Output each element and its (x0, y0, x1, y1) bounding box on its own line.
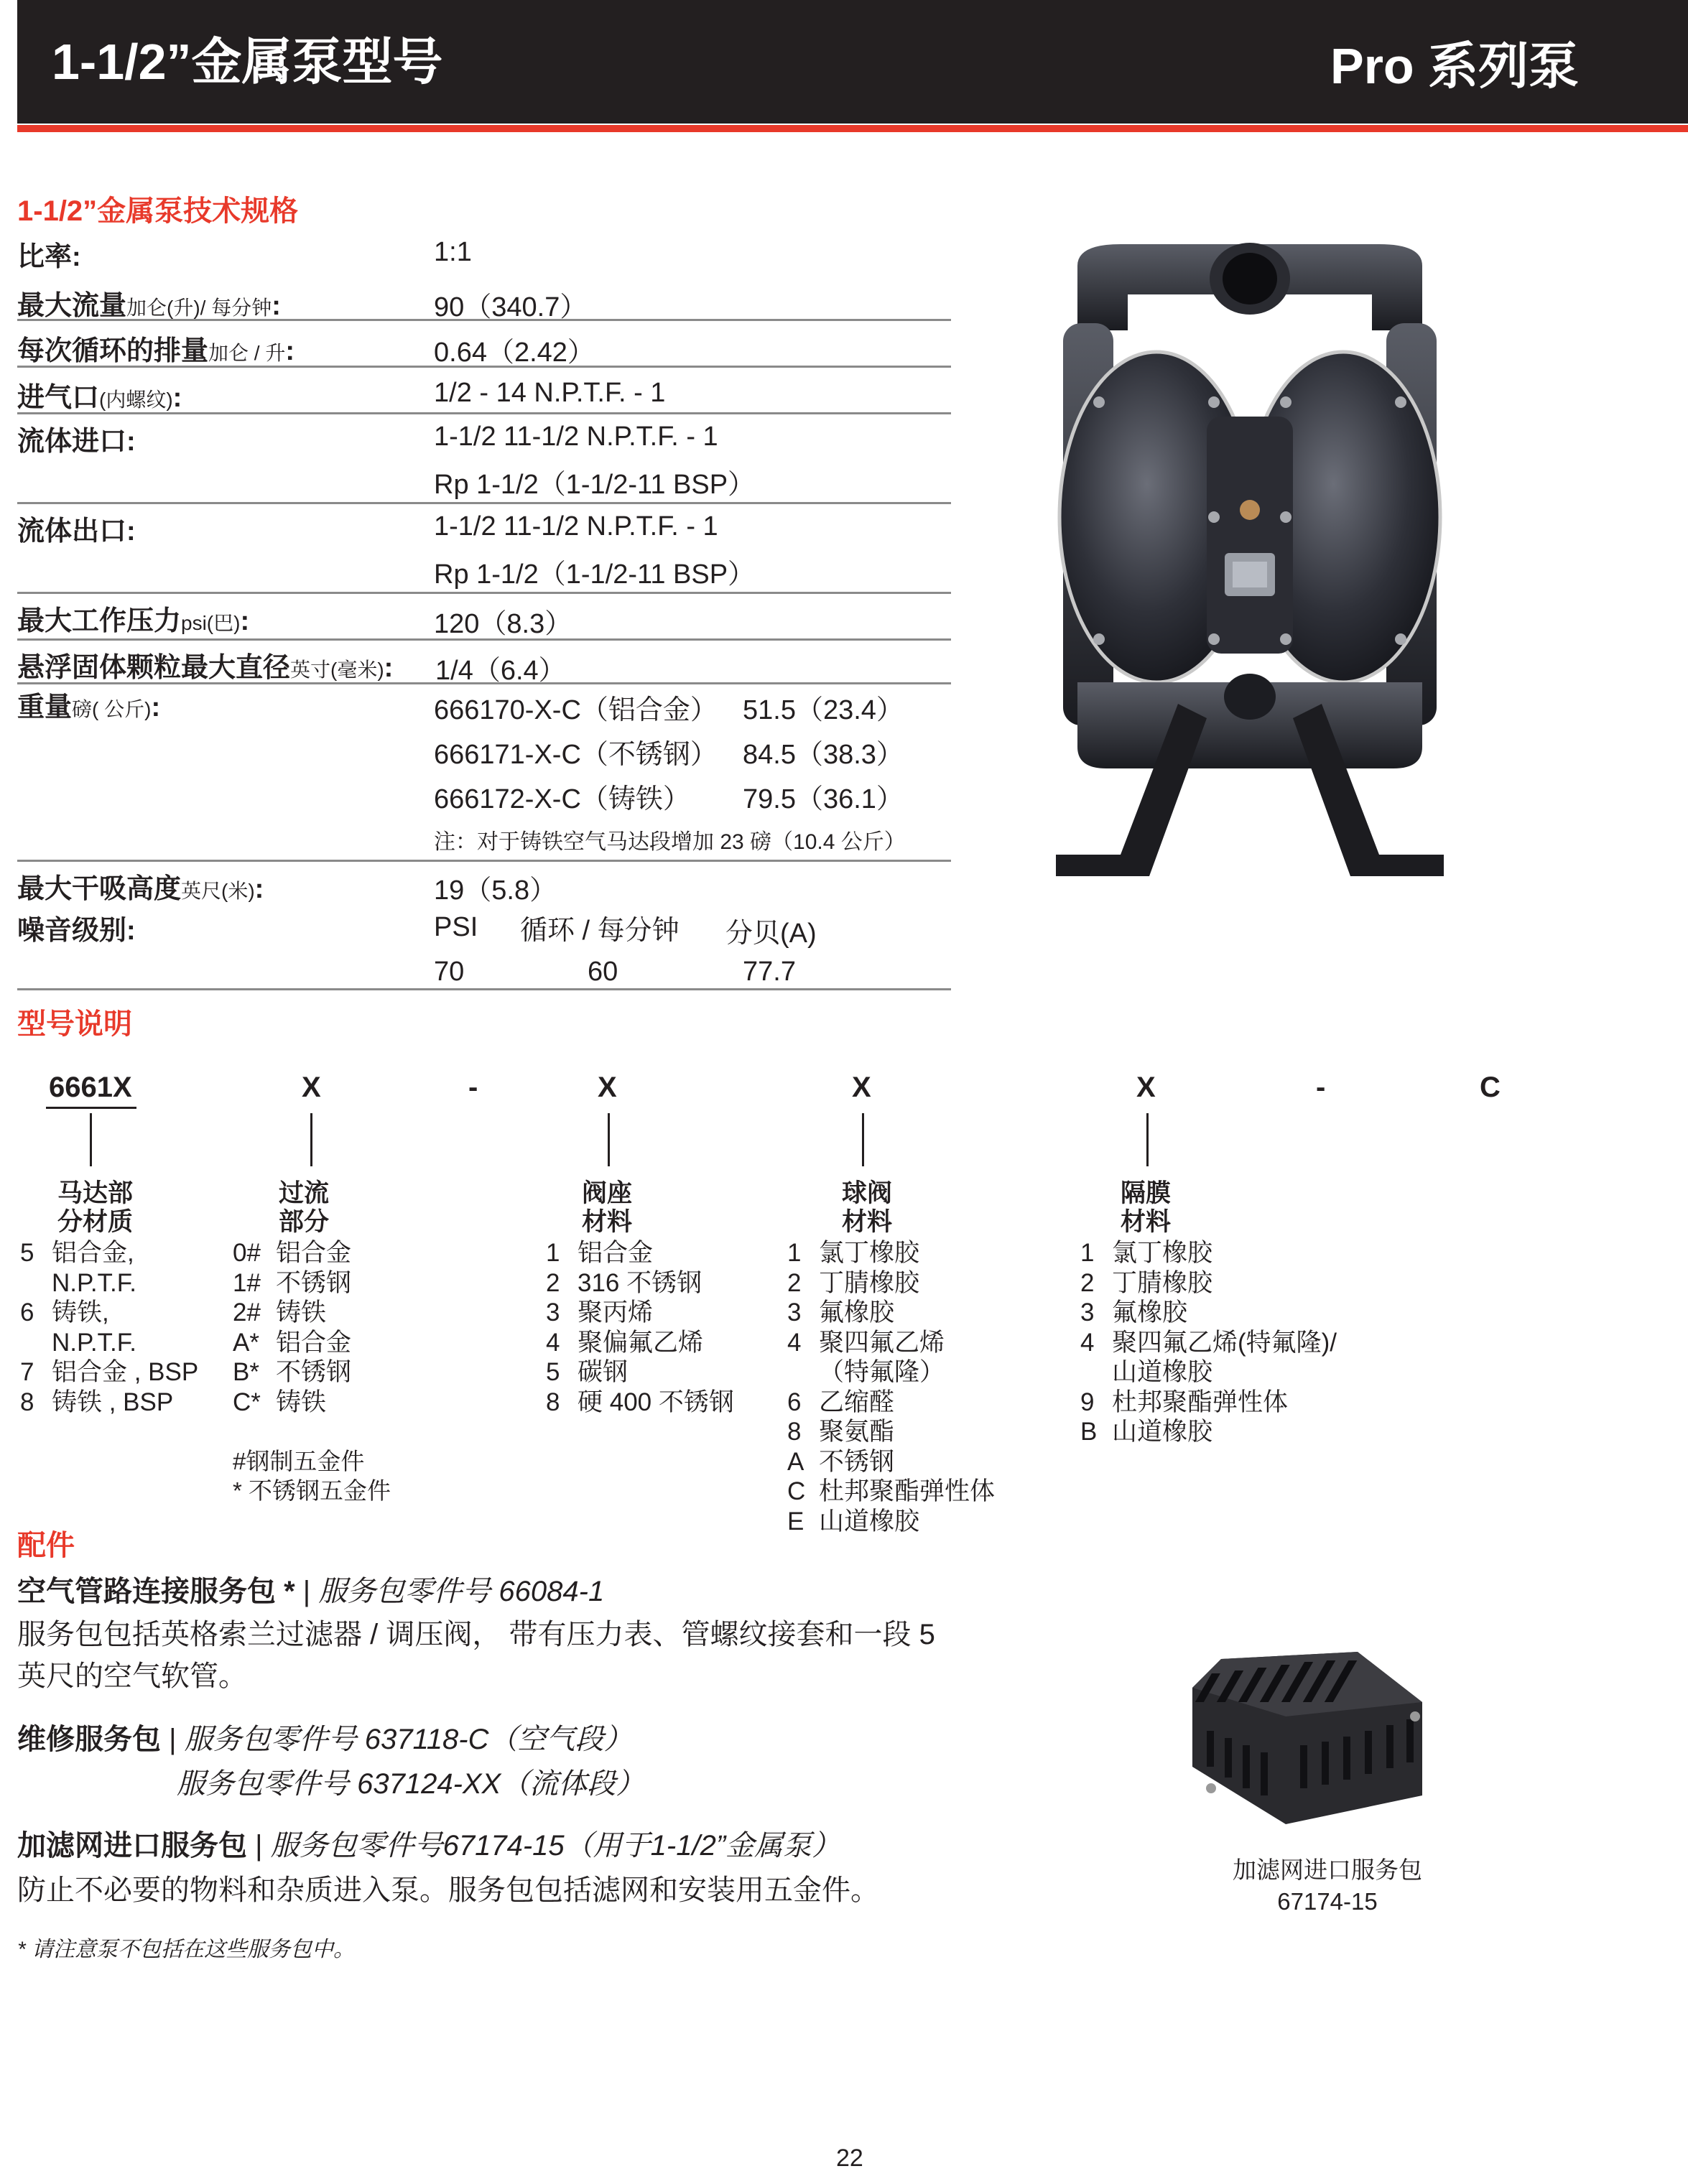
spec-value: 0.64（2.42） (434, 338, 595, 368)
spec-label: 悬浮固体颗粒最大直径 (17, 653, 291, 683)
weight-model: 666172-X-C（铸铁） (434, 784, 690, 814)
spec-label: 流体进口 (17, 427, 127, 457)
code-connector (90, 1113, 92, 1166)
list-item: 8 聚氨酯 (787, 1418, 895, 1446)
motor-group-title: 马达部 分材质 (57, 1179, 134, 1236)
list-item: 2# 铸铁 (233, 1298, 327, 1326)
list-item: 1 氯丁橡胶 (787, 1239, 920, 1267)
spec-value: 19（5.8） (434, 875, 557, 906)
weight-value: 79.5（36.1） (743, 784, 904, 814)
spec-value: 90（340.7） (434, 292, 588, 322)
motor-options (20, 1238, 198, 1417)
noise-header-cpm: 循环 / 每分钟 (520, 916, 680, 946)
flow-footnote-steel: #钢制五金件 (233, 1448, 365, 1474)
noise-value-db: 77.7 (743, 957, 796, 987)
list-item: 8 铸铁 , BSP (20, 1388, 174, 1416)
list-item: 4 聚四氟乙烯 (787, 1328, 945, 1357)
spec-label: 最大流量 (17, 291, 127, 321)
spec-row-ratio: 比率: 1:1 (17, 237, 472, 272)
code-connector (608, 1113, 610, 1166)
list-item: 8 硬 400 不锈钢 (546, 1388, 734, 1416)
model-heading: 型号说明 (17, 1008, 132, 1040)
diaphragm-options (1080, 1238, 1337, 1447)
page-title: 1-1/2”金属泵型号 (52, 34, 443, 90)
list-item: A 不锈钢 (787, 1447, 895, 1476)
flow-group-title: 过流 部分 (279, 1179, 330, 1236)
code-dash-2: - (1316, 1072, 1326, 1103)
code-connector (1146, 1113, 1149, 1166)
seat-group-title: 阀座 材料 (582, 1179, 633, 1236)
series-title: Pro 系列泵 (1330, 38, 1580, 94)
spec-label: 进气口 (17, 383, 100, 413)
spec-value: 1/4（6.4） (435, 656, 566, 686)
list-item: 9 杜邦聚酯弹性体 (1080, 1388, 1289, 1416)
list-item: B 山道橡胶 (1080, 1418, 1213, 1446)
list-item: 2 316 不锈钢 (546, 1268, 702, 1297)
list-item: N.P.T.F. (52, 1268, 137, 1297)
pump-image (1034, 237, 1465, 898)
list-item: 1# 不锈钢 (233, 1268, 352, 1297)
weight-note: 注：对于铸铁空气马达段增加 23 磅（10.4 公斤） (434, 830, 906, 854)
strainer-caption: 加滤网进口服务包 67174-15 (1233, 1857, 1422, 1915)
code-seat: X (598, 1072, 617, 1103)
list-item: 4 聚偏氟乙烯 (546, 1328, 704, 1357)
flow-options (233, 1238, 351, 1417)
list-item: 3 氟橡胶 (1080, 1298, 1188, 1326)
list-item: B* 不锈钢 (233, 1358, 352, 1386)
spec-row-noise: 噪音级别: PSI 循环 / 每分钟 分贝(A) 70 60 77.7 (17, 905, 951, 990)
specs-heading: 1-1/2”金属泵技术规格 (17, 195, 299, 227)
code-motor: 6661X (49, 1072, 132, 1103)
weight-value: 84.5（38.3） (743, 740, 904, 770)
list-item: 1 氯丁橡胶 (1080, 1239, 1213, 1267)
list-item: 6 乙缩醛 (787, 1388, 895, 1416)
spec-row-dry-lift: 最大干吸高度英尺(米): 19（5.8） (17, 862, 951, 903)
list-item: A* 铝合金 (233, 1328, 352, 1357)
spec-value: 1/2 - 14 N.P.T.F. - 1 (434, 378, 666, 408)
weight-value: 51.5（23.4） (743, 695, 904, 725)
code-connector (310, 1113, 312, 1166)
spec-label: 重量 (17, 692, 73, 722)
diaphragm-group-title: 隔膜 材料 (1121, 1179, 1172, 1236)
spec-label: 每次循环的排量 (17, 336, 209, 366)
air-kit-desc: 服务包包括英格索兰过滤器 / 调压阀， 带有压力表、管螺纹接套和一段 5 (17, 1619, 935, 1650)
spec-row-air-inlet: 进气口(内螺纹): 1/2 - 14 N.P.T.F. - 1 (17, 368, 951, 414)
spec-value: 1-1/2 11-1/2 N.P.T.F. - 1 (434, 422, 718, 452)
list-item: 5 铝合金, (20, 1239, 134, 1267)
spec-value: Rp 1-1/2（1-1/2-11 BSP） (434, 470, 756, 500)
list-item: （特氟隆） (819, 1358, 945, 1386)
accessories-heading: 配件 (17, 1530, 75, 1561)
spec-value: 1:1 (434, 237, 472, 267)
spec-label: 噪音级别 (17, 916, 127, 946)
spec-value: 120（8.3） (434, 609, 572, 639)
noise-header-psi: PSI (434, 912, 478, 942)
list-item: 5 碳钢 (546, 1358, 629, 1386)
noise-value-psi: 70 (434, 957, 465, 987)
weight-model: 666170-X-C（铝合金） (434, 695, 718, 725)
spec-label: 最大工作压力 (17, 606, 182, 636)
strainer-kit-desc: 防止不必要的物料和杂质进入泵。服务包包括滤网和安装用五金件。 (17, 1874, 879, 1906)
ball-group-title: 球阀 材料 (842, 1179, 893, 1236)
spec-row-displacement: 每次循环的排量加仑 / 升: 0.64（2.42） (17, 321, 951, 368)
code-underline (46, 1107, 136, 1109)
accessories-footnote: * 请注意泵不包括在这些服务包中。 (17, 1938, 356, 1961)
list-item: 4 聚四氟乙烯(特氟隆)/ (1080, 1328, 1337, 1357)
list-item: 3 氟橡胶 (787, 1298, 895, 1326)
list-item: C* 铸铁 (233, 1388, 327, 1416)
spec-label: 最大干吸高度 (17, 874, 182, 904)
spec-row-flow: 最大流量加仑(升)/ 每分钟: 90（340.7） (17, 276, 951, 321)
repair-kit-title: 维修服务包 | 服务包零件号 637118-C（空气段） (17, 1724, 633, 1755)
code-diaphragm: X (1136, 1072, 1156, 1103)
page-number: 22 (836, 2144, 863, 2172)
air-kit-title: 空气管路连接服务包 * | 服务包零件号 66084-1 (17, 1576, 605, 1607)
list-item: 3 聚丙烯 (546, 1298, 654, 1326)
spec-row-solids: 悬浮固体颗粒最大直径英寸(毫米): 1/4（6.4） (17, 641, 951, 684)
weight-model: 666171-X-C（不锈钢） (434, 740, 718, 770)
strainer-kit-title: 加滤网进口服务包 | 服务包零件号67174-15（用于1-1/2”金属泵） (17, 1830, 841, 1862)
air-kit-desc-2: 英尺的空气软管。 (17, 1660, 247, 1692)
list-item: 2 丁腈橡胶 (787, 1268, 920, 1297)
list-item: 1 铝合金 (546, 1239, 654, 1267)
spec-value: 1-1/2 11-1/2 N.P.T.F. - 1 (434, 511, 718, 542)
strainer-image (1178, 1645, 1444, 1846)
list-item: E 山道橡胶 (787, 1507, 920, 1535)
code-flow: X (302, 1072, 321, 1103)
list-item: 山道橡胶 (1112, 1358, 1213, 1386)
repair-kit-part-2: 服务包零件号 637124-XX（流体段） (177, 1768, 645, 1800)
noise-value-cpm: 60 (588, 957, 618, 987)
ball-options (787, 1238, 995, 1536)
spec-row-fluid-outlet: 流体出口: 1-1/2 11-1/2 N.P.T.F. - 1 Rp 1-1/2（1-1/2-11 BSP） (17, 504, 951, 594)
list-item: N.P.T.F. (52, 1328, 137, 1357)
list-item: 0# 铝合金 (233, 1239, 352, 1267)
code-connector (862, 1113, 864, 1166)
code-ball: X (852, 1072, 871, 1103)
spec-label: 比率 (17, 242, 73, 272)
code-c: C (1480, 1072, 1501, 1103)
header-rule (17, 125, 1688, 132)
flow-footnote-stainless: * 不锈钢五金件 (233, 1477, 391, 1504)
spec-label: 流体出口 (17, 516, 127, 547)
list-item: C 杜邦聚酯弹性体 (787, 1477, 996, 1505)
spec-row-weight: 重量磅( 公斤): 666170-X-C（铝合金） 51.5（23.4） 666171-X-C（不锈钢） 84.5（38.3） 666172-X-C（铸铁） 79.5（36.1） 注：对于铸铁空气马达段增加 23 磅（10.4 公斤） (17, 684, 951, 862)
seat-options (546, 1238, 734, 1417)
spec-value: Rp 1-1/2（1-1/2-11 BSP） (434, 559, 756, 590)
list-item: 7 铝合金 , BSP (20, 1358, 199, 1386)
code-dash-1: - (468, 1072, 478, 1103)
spec-row-fluid-inlet: 流体进口: 1-1/2 11-1/2 N.P.T.F. - 1 Rp 1-1/2（1-1/2-11 BSP） (17, 414, 951, 504)
spec-row-pressure: 最大工作压力psi(巴): 120（8.3） (17, 594, 951, 641)
list-item: 6 铸铁, (20, 1298, 109, 1326)
noise-header-db: 分贝(A) (725, 919, 817, 949)
list-item: 2 丁腈橡胶 (1080, 1268, 1213, 1297)
